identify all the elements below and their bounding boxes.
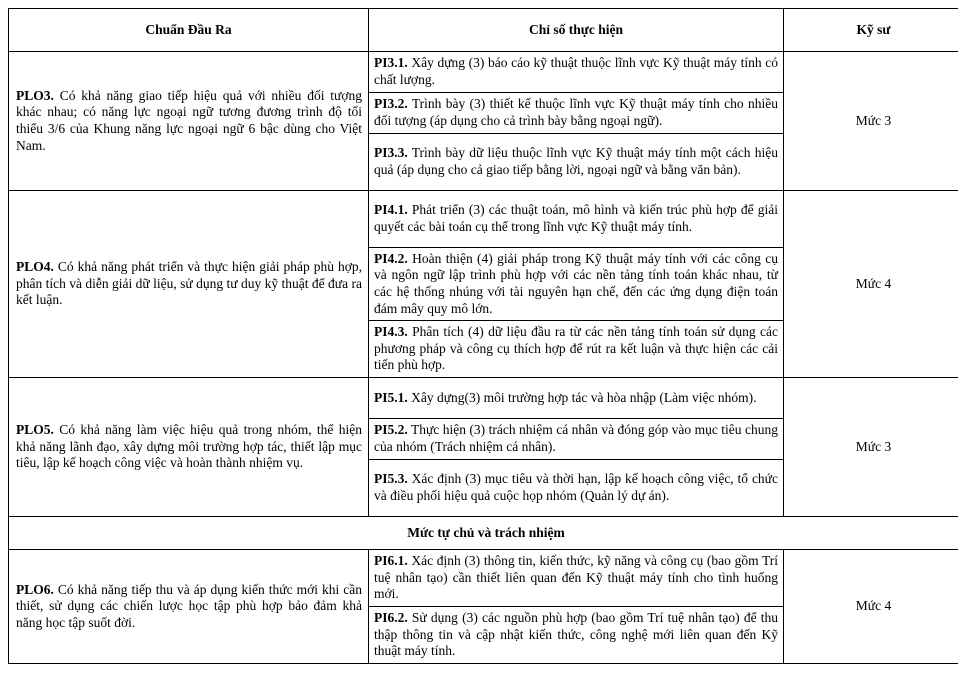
table-row — [9, 52, 958, 93]
pi-code: PI6.1. — [374, 553, 408, 569]
pi3-2-cell — [369, 93, 784, 134]
pi-text: Xây dựng (3) báo cáo kỹ thuật thuộc lĩnh vực Kỹ thuật máy tính có chất lượng. — [374, 55, 778, 87]
pi-code: PI3.3. — [374, 145, 408, 161]
pi6-1-cell — [369, 550, 784, 607]
pi-code: PI3.2. — [374, 96, 408, 112]
outcomes-table — [8, 8, 958, 664]
pi-text: Sử dụng (3) các nguồn phù hợp (bao gồm Trí tuệ nhân tạo) để thu thập thông tin và cập nhật kiến thức, công nghệ mới liên quan đến Kỹ thuật máy tính. — [374, 610, 778, 659]
plo3-cell — [9, 52, 369, 191]
table-row — [9, 550, 958, 607]
pi-text: Xác định (3) thông tin, kiến thức, kỹ năng và công cụ (bao gồm Trí tuệ nhân tạo) cần thiết liên quan đến Kỹ thuật máy tính cho tình huống mới. — [374, 553, 778, 602]
pi-text: Thực hiện (3) trách nhiệm cá nhân và đóng góp vào mục tiêu chung của nhóm (Trách nhiệm cá nhân). — [374, 422, 778, 454]
plo3-text: Có khả năng giao tiếp hiệu quả với nhiều đối tượng khác nhau; có năng lực ngoại ngữ tương đương trình độ tối thiểu 3/6 của Khung năng lực ngoại ngữ 6 bậc dùng cho Việt Nam. — [16, 87, 362, 153]
pi3-3-cell — [369, 134, 784, 191]
plo4-cell — [9, 191, 369, 378]
header-outcome: Chuẩn Đầu Ra — [9, 9, 369, 52]
plo4-level: Mức 4 — [784, 191, 958, 378]
table-row — [9, 191, 958, 248]
pi-text: Hoàn thiện (4) giải pháp trong Kỹ thuật máy tính với các công cụ và ngôn ngữ lập trình phù hợp với các nền tảng tính toán khác nhau, từ các hệ thống nhúng với tài nguyên hạn chế, đến các ứng dụng điện toán đám mây quy mô lớn. — [374, 250, 778, 316]
pi-text: Phát triển (3) các thuật toán, mô hình và kiến trúc phù hợp để giải quyết các bài toán cụ thể trong lĩnh vực Kỹ thuật máy tính. — [374, 202, 778, 234]
plo4-code: PLO4. — [16, 259, 54, 275]
section-row — [9, 517, 958, 550]
plo6-code: PLO6. — [16, 581, 54, 597]
pi-code: PI4.2. — [374, 250, 408, 266]
pi-code: PI4.1. — [374, 202, 408, 218]
plo5-code: PLO5. — [16, 422, 54, 438]
plo5-text: Có khả năng làm việc hiệu quả trong nhóm, thể hiện khả năng lãnh đạo, xây dựng môi trường hợp tác, thiết lập mục tiêu, lập kế hoạch công việc và hoàn thành nhiệm vụ. — [16, 422, 362, 471]
pi5-3-cell — [369, 460, 784, 517]
plo6-cell — [9, 550, 369, 664]
table-row — [9, 378, 958, 419]
plo6-level: Mức 4 — [784, 550, 958, 664]
pi3-1-cell — [369, 52, 784, 93]
pi-text: Xây dựng(3) môi trường hợp tác và hòa nhập (Làm việc nhóm). — [407, 389, 757, 405]
pi5-2-cell — [369, 419, 784, 460]
pi-text: Phân tích (4) dữ liệu đầu ra từ các nền tảng tính toán sử dụng các phương pháp và công cụ thích hợp để rút ra kết luận và thực hiện các cải tiến phù hợp. — [374, 324, 778, 373]
plo6-text: Có khả năng tiếp thu và áp dụng kiến thức mới khi cần thiết, sử dụng các chiến lược học tập phù hợp bảo đảm khả năng học tập suốt đời. — [16, 581, 362, 630]
pi-code: PI4.3. — [374, 324, 408, 340]
plo3-level: Mức 3 — [784, 52, 958, 191]
plo5-cell — [9, 378, 369, 517]
pi5-1-cell — [369, 378, 784, 419]
pi6-2-cell — [369, 607, 784, 664]
pi-text: Trình bày (3) thiết kế thuộc lĩnh vực Kỹ thuật máy tính cho nhiều đối tượng (áp dụng cho cả trình bày bằng ngoại ngữ). — [374, 96, 778, 128]
header-row — [9, 9, 958, 52]
pi-code: PI5.3. — [374, 471, 408, 487]
plo5-level: Mức 3 — [784, 378, 958, 517]
pi4-1-cell — [369, 191, 784, 248]
pi-text: Xác định (3) mục tiêu và thời hạn, lập kế hoạch công việc, tổ chức và điều phối hiệu quả cuộc họp nhóm (Quản lý dự án). — [374, 471, 778, 503]
plo3-code: PLO3. — [16, 87, 54, 103]
header-indicator: Chỉ số thực hiện — [369, 9, 784, 52]
pi-code: PI3.1. — [374, 55, 408, 71]
pi-text: Trình bày dữ liệu thuộc lĩnh vực Kỹ thuật máy tính một cách hiệu quả (áp dụng cho cả giao tiếp bằng lời, ngoại ngữ và bằng văn bản). — [374, 145, 778, 177]
pi-code: PI6.2. — [374, 610, 408, 626]
pi-code: PI5.1. — [374, 389, 408, 405]
section-heading: Mức tự chủ và trách nhiệm — [9, 517, 958, 550]
pi4-2-cell — [369, 248, 784, 321]
pi4-3-cell — [369, 321, 784, 378]
pi-code: PI5.2. — [374, 422, 408, 438]
plo4-text: Có khả năng phát triển và thực hiện giải pháp phù hợp, phân tích và diễn giải dữ liệu, sử dụng tư duy kỹ thuật để đưa ra kết luận. — [16, 259, 362, 308]
header-engineer: Kỹ sư — [784, 9, 958, 52]
